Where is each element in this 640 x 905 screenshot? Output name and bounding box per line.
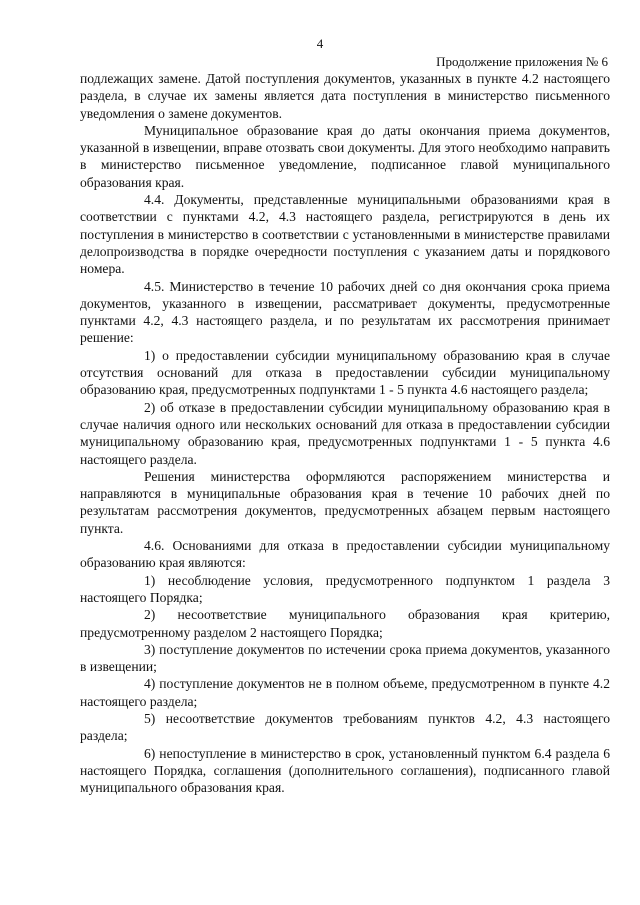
paragraph-4-6-item-5: 5) несоответствие документов требованиям пунктов 4.2, 4.3 настоящего раздела; (80, 710, 610, 744)
paragraph-decisions: Решения министерства оформляются распоряжением министерства и направляются в муниципальные образования края в течение 10 рабочих дней по результатам рассмотрения документов, предусмотренных абзацем первым настоящего пункта. (80, 468, 610, 536)
paragraph-withdrawal: Муниципальное образование края до даты окончания приема документов, указанной в извещении, вправе отозвать свои документы. Для этого необходимо направить в министерство письменное уведомление, подписанное главой муниципального образования края. (80, 122, 610, 190)
paragraph-4-6-item-4: 4) поступление документов не в полном объеме, предусмотренном в пункте 4.2 настоящего раздела; (80, 676, 610, 709)
paragraph-4-6-item-6: 6) непоступление в министерство в срок, установленный пунктом 6.4 раздела 6 настоящего Порядка, соглашения (дополнительного соглашения), подписанного главой муниципального образования края. (80, 745, 610, 796)
document-body (80, 70, 610, 796)
paragraph-4-6-item-3: 3) поступление документов по истечении срока приема документов, указанного в извещении; (80, 641, 610, 675)
appendix-continuation-note: Продолжение приложения № 6 (436, 54, 608, 69)
paragraph-4-4: 4.4. Документы, представленные муниципальными образованиями края в соответствии с пунктами 4.2, 4.3 настоящего раздела, регистрируются в день их поступления в министерство в соответствии с установленными в министерстве правилами делопроизводства в порядке очередности поступления с указанием даты и порядкового номера. (80, 192, 610, 277)
paragraph-4-5-item-2: 2) об отказе в предоставлении субсидии муниципальному образованию края в случае наличия одного или нескольких оснований для отказа в предоставлении субсидии муниципальному образованию края, предусмотренных подпунктами 1 - 5 пункта 4.6 настоящего раздела. (80, 399, 610, 467)
paragraph-continuation: подлежащих замене. Датой поступления документов, указанных в пункте 4.2 настоящего раздела, в случае их замены является дата поступления в министерство письменного уведомления о замене документов. (80, 71, 610, 121)
paragraph-4-6-item-2: 2) несоответствие муниципального образования края критерию, предусмотренному разделом 2 настоящего Порядка; (80, 607, 610, 640)
paragraph-4-6-item-1: 1) несоблюдение условия, предусмотренного подпунктом 1 раздела 3 настоящего Порядка; (80, 572, 610, 605)
paragraph-4-6: 4.6. Основаниями для отказа в предоставлении субсидии муниципальному образованию края являются: (80, 538, 610, 571)
paragraph-4-5: 4.5. Министерство в течение 10 рабочих дней со дня окончания срока приема документов, указанного в извещении, рассматривает документы, предусмотренные пунктами 4.2, 4.3 настоящего раздела, и по результатам их рассмотрения принимает решение: (80, 278, 610, 346)
page-number: 4 (316, 36, 324, 51)
paragraph-4-5-item-1: 1) о предоставлении субсидии муниципальному образованию края в случае отсутствия оснований для отказа в предоставлении субсидии муниципальному образованию края, предусмотренных подпунктами 1 - 5 пункта 4.6 настоящего раздела; (80, 347, 610, 398)
